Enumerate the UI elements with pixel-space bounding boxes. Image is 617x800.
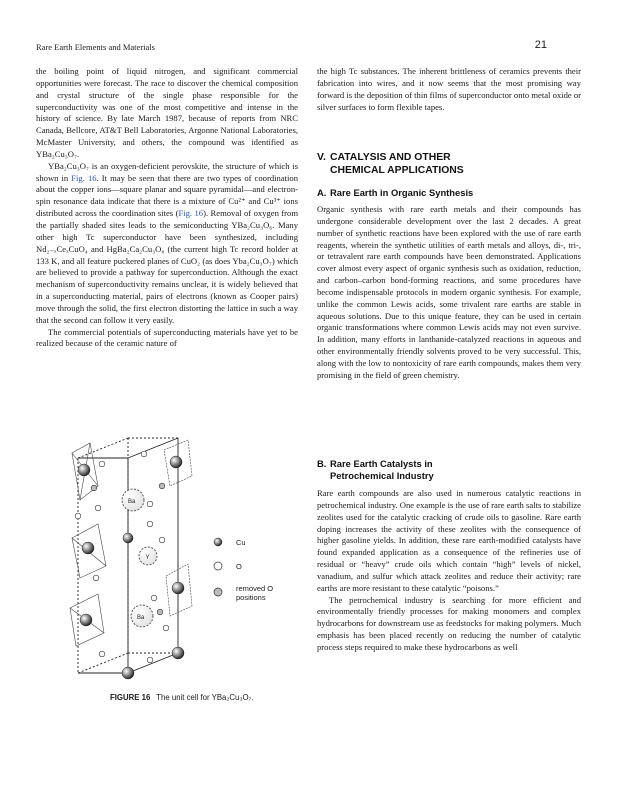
o-atom xyxy=(95,505,101,511)
subsection-heading-b xyxy=(317,458,434,482)
atom-label: Ba xyxy=(128,499,136,505)
subsection-title-line-1: Rare Earth Catalysts in xyxy=(330,458,433,469)
o-atom xyxy=(93,575,99,581)
cu-atom xyxy=(122,667,134,679)
atom-label: Y xyxy=(145,555,150,561)
page-number: 21 xyxy=(534,39,547,51)
cu-atom xyxy=(170,456,182,468)
subsection-label: B. xyxy=(317,458,327,469)
cu-atom xyxy=(82,542,94,554)
legend-cu-marker xyxy=(214,538,222,546)
figure-link[interactable]: Fig. 16 xyxy=(178,208,204,219)
unit-cell-diagram xyxy=(58,428,298,693)
removed-o-site xyxy=(157,609,163,615)
removed-o-site xyxy=(91,485,97,491)
o-atom xyxy=(159,537,165,543)
cation-sites xyxy=(122,489,157,627)
o-atom xyxy=(75,513,81,519)
figure-legend xyxy=(214,538,273,602)
o-atom xyxy=(147,657,153,663)
removed-o-site xyxy=(159,483,165,489)
section-b-paragraph-2: The petrochemical industry is searching for more efficient and environmentally friendly processes for making monomers and complex hydrocarbons for downstream use as feedstocks for making polymers. Much emphasis has been placed recently on reducing the number of catalytic process steps required to make these hydrocarbons as well xyxy=(317,594,581,652)
subsection-label: A. xyxy=(317,187,327,198)
o-atom xyxy=(147,521,153,527)
o-atom xyxy=(99,461,105,467)
legend-removed-label-1: removed O xyxy=(236,584,274,593)
right-paragraph-1: the high Tc substances. The inherent brittleness of ceramics prevents their fabrication into wires, and it now seems that the most promising way forward is the deposition of thin films of superconductor onto metal oxide or silver surfaces to form flexible tapes. xyxy=(317,66,581,112)
figure-16 xyxy=(58,428,298,693)
o-atom xyxy=(163,625,169,631)
o-atom xyxy=(141,451,147,457)
legend-cu-label: Cu xyxy=(236,538,246,547)
left-column xyxy=(36,66,298,350)
section-b-paragraph-1: Rare earth compounds are also used in numerous catalytic reactions in petrochemical industry. One example is the use of rare earth salts to stabilize zeolites used for the catalytic cracking of crude oils to gasoline. Rare earth doping increases the activity of these zeolites with the consequence of higher gasoline yields. In addition, these rare earth-modified catalysts have found expanded application as a consequence of the refineries use of residual or “heavy” crude oils which contain “high” levels of nickel, vanadium, and sulfur which attack zeolites and reduce their activity; rare earths are more resistant to these catalytic “poisons.” xyxy=(317,488,581,593)
o-atom xyxy=(147,501,153,507)
section-number: V. xyxy=(317,152,326,163)
subsection-heading-a xyxy=(317,187,473,199)
section-heading-v xyxy=(317,151,464,177)
cu-atom xyxy=(172,582,184,594)
subsection-title: Rare Earth in Organic Synthesis xyxy=(330,187,474,198)
left-paragraph-1: the boiling point of liquid nitrogen, and significant commercial opportunities were forecast. The race to discover the chemical composition and crystal structure of the single phase responsible for the superconductivity was one of the most competitive and intense in the history of science. By late March 1987, because of reports from NRC Canada, Bellcore, AT&T Bell Laboratories, Argonne National Laboratories, McMaster University, and others, the compound was identified as YBa₂Cu₃O₇. xyxy=(36,66,298,159)
section-title-line-1: CATALYSIS AND OTHER xyxy=(330,152,451,163)
legend-o-label: O xyxy=(236,562,242,571)
section-a-paragraph: Organic synthesis with rare earth metals and their compounds has undergone considerable development over the last 2 decades. A great number of synthetic reactions have been explored with the use of rare earth reagents, wherein the synthetic utilities of earth metals and alloys, di-, tri-, or tetravalent rare earth compounds have been demonstrated. Applications cover almost every aspect of organic synthesis such as oxidation, reduction, and carbon–carbon bond-forming reactions, and some procedures have become indispensable protocols in modern organic synthesis. For example, unlike the common Lewis acids, some trivalent rare earths are stable in aqueous solutions. Due to this unique feature, they can be used in certain organic transformations where common Lewis acids may not even survive. In addition, many efforts in lanthanide-catalyzed reactions in aqueous and other environmentally friendly solvents proved to be very successful. This, along with the low to nontoxicity of rare earth compounds, makes them very promising in the field of green chemistry. xyxy=(317,204,581,380)
subsection-title-line-2: Petrochemical Industry xyxy=(330,470,434,481)
running-head: Rare Earth Elements and Materials xyxy=(36,42,155,52)
section-title-line-2: CHEMICAL APPLICATIONS xyxy=(330,165,464,176)
legend-removed-label-2: positions xyxy=(236,593,266,602)
figure-link[interactable]: Fig. 16 xyxy=(71,172,97,183)
right-column-top xyxy=(317,66,581,113)
cu-atom xyxy=(80,614,92,626)
figure-caption xyxy=(110,693,253,702)
text-fragment: . It may be seen that there are two types of coordination about the copper ions—square planar and square pyramidal—and electron-spin resonance data indicate that there is a mixture of Cu²⁺ and Cu³⁺ ions distributed across the coordination sites ( xyxy=(36,172,298,219)
cu-atom xyxy=(172,647,184,659)
legend-o-marker xyxy=(214,562,222,570)
o-atom xyxy=(99,651,105,657)
text-fragment: ). Removal of oxygen from the partially shaded sites leads to the semiconducting YBa₂Cu₃O₆. Many other high Tc superconductor have been synthesized, including Nd₂₋ₓCeₓCuO₄ and HgBa₂Ca₂Cu₃O₈ (the current high Tc record holder at 133 K, and all feature puckered planes of CuO₂ (as does Yba₂Cu₃O₇) which are believed to provide a pathway for superconduction. Although the exact mechanism of superconductivity remains unclear, it is widely believed that in a superconducting material, pairs of electrons (known as Cooper pairs) move through the solid, the first electron distorting the lattice in such a way that the second can follow it very easily. xyxy=(36,208,298,325)
text-fragment: YBa₂Cu₃O₇ is an oxygen-deficient perovskite, the structure of which is shown in xyxy=(36,160,298,183)
legend-removed-marker xyxy=(214,588,222,596)
cu-atom xyxy=(123,533,133,543)
figure-caption-text: The unit cell for YBa₂Cu₃O₇. xyxy=(156,693,254,702)
cu-atom xyxy=(78,464,90,476)
o-atom xyxy=(151,595,157,601)
section-b-body xyxy=(317,488,581,654)
left-paragraph-2 xyxy=(36,161,298,327)
figure-label: FIGURE 16 xyxy=(110,693,151,702)
left-paragraph-3: The commercial potentials of superconducting materials have yet to be realized because of the ceramic nature of xyxy=(36,326,298,349)
atom-label: Ba xyxy=(137,615,145,621)
